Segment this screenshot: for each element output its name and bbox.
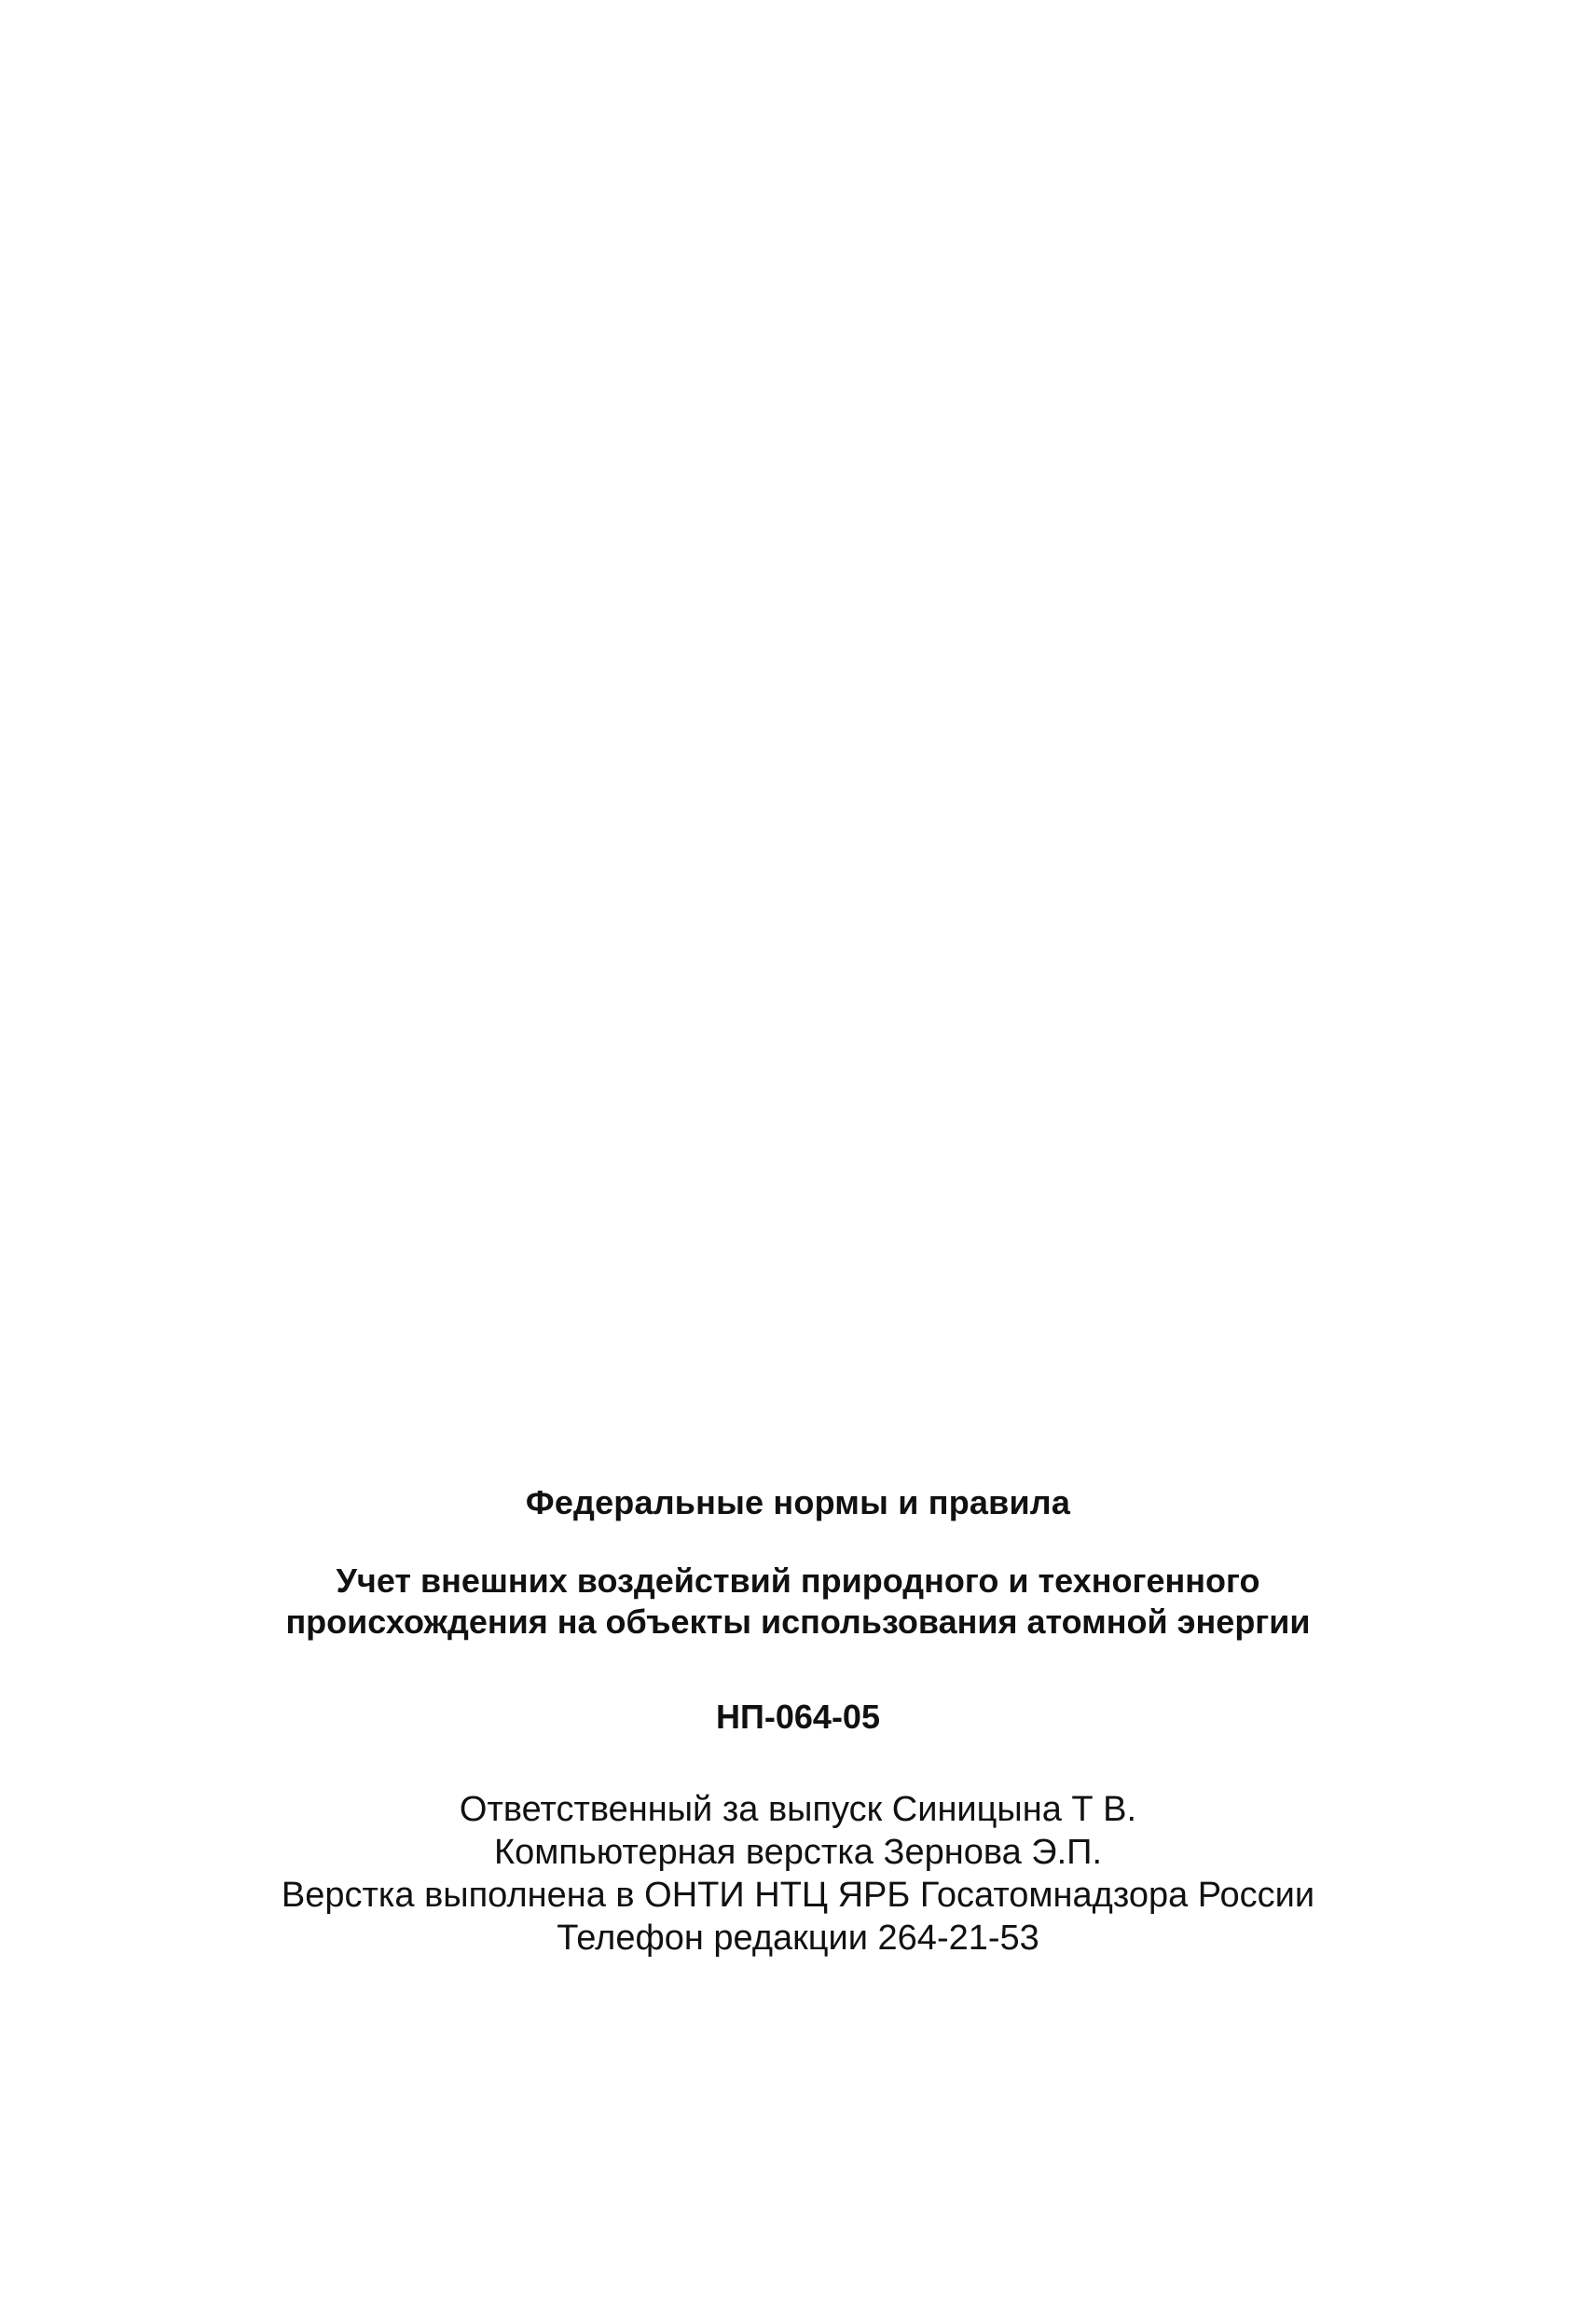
credit-line: Телефон редакции 264-21-53 <box>557 1919 1039 1958</box>
credit-line: Верстка выполнена в ОНТИ НТЦ ЯРБ Госатомнадзора России <box>281 1876 1315 1915</box>
series-title: Федеральные нормы и правила <box>525 1483 1071 1521</box>
colophon <box>0 1482 1596 1960</box>
document-code: НП-064-05 <box>716 1698 880 1736</box>
document-title-line: Учет внешних воздействий природного и техногенного <box>336 1561 1260 1600</box>
document-title-line: происхождения на объекты использования атомной энергии <box>285 1602 1311 1641</box>
document-title <box>0 1561 1596 1643</box>
credit-line: Компьютерная верстка Зернова Э.П. <box>493 1833 1103 1872</box>
credits-block <box>0 1788 1596 1960</box>
credit-line: Ответственный за выпуск Синицына Т В. <box>459 1790 1137 1829</box>
